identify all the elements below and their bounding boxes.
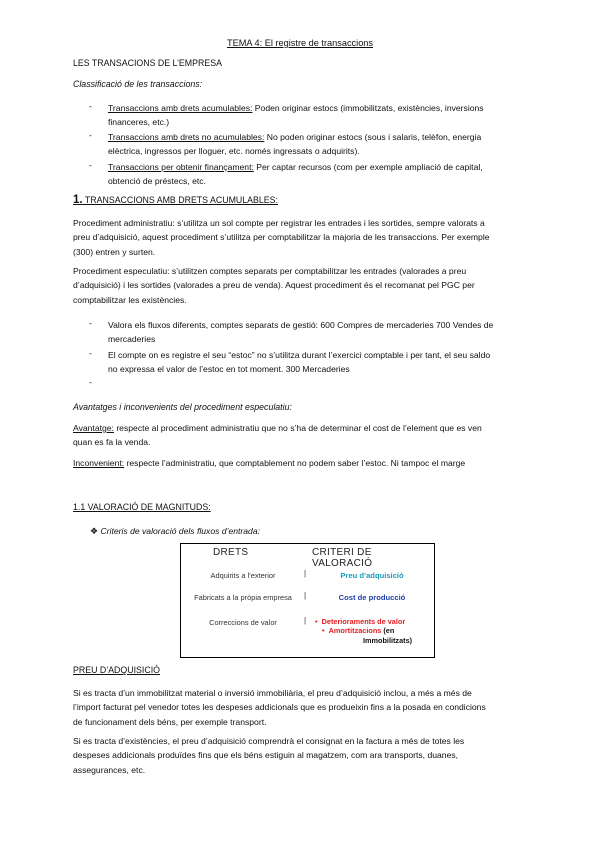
bullet-dash: - [89, 160, 92, 170]
list-item-text-cont: elèctrica, ingressos per lloguer, etc. només ingressats o adquirits). [108, 146, 360, 157]
bullet-dash-empty: - [89, 377, 92, 387]
text-line: de funcionament dels béns, per exemple transport. [73, 716, 267, 727]
page-title: TEMA 4: El registre de transaccions [226, 38, 374, 48]
table-cell-left: Correccions de valor [209, 618, 277, 627]
valuation-table [180, 543, 435, 658]
inconvenient-label: Inconvenient: [73, 458, 125, 468]
cell-separator: | [304, 569, 307, 578]
text-line: despeses addicionals produïdes fins que els béns estiguin al magatzem, com ara transports, duanes, [73, 750, 459, 761]
advantages-heading: Avantatges i inconvenients del procediment especulatiu: [73, 402, 292, 412]
advantage-label: Avantatge: [73, 423, 114, 433]
text-line: (300) entren y surten. [73, 246, 156, 257]
cell-separator: | [304, 616, 307, 625]
list-item-text-cont: financeres, etc.) [108, 117, 170, 128]
section-heading: LES TRANSACIONS DE L’EMPRESA [73, 58, 222, 68]
preu-heading: PREU D’ADQUISICIÓ [73, 665, 161, 675]
list-item-text-cont: no expressa el valor de l’estoc en tot moment. 300 Mercaderies [108, 364, 350, 375]
list-item [108, 101, 526, 130]
list-item [108, 318, 526, 347]
cell-separator: | [304, 591, 307, 600]
table-cell-left: Fabricats a la pròpia empresa [194, 593, 292, 602]
text-line: Si es tracta d’existències, el preu d’adquisició comprendrà el consignat en la factura a més de totes les [73, 736, 465, 746]
list-item-term: Transaccions per obtenir finançament: [108, 162, 254, 172]
table-header-left: DRETS [213, 547, 249, 558]
diamond-bullet-icon: ❖ [90, 526, 99, 536]
list-item-term: Transaccions amb drets acumulables: [108, 103, 253, 113]
correction-tail: Immobilitzats) [363, 635, 413, 645]
bullet-dash: - [89, 130, 92, 140]
text-line: quan es fa la venda. [73, 437, 151, 448]
preu-paragraph-1 [73, 686, 525, 729]
text-line: d’adquisició) i les sortides (valorades a preu de venda). Aquest procediment és el recomanat pel PGC per [73, 280, 475, 291]
table-cell-right-corrections [315, 617, 412, 645]
correction-suffix: (en [381, 626, 395, 636]
list-item-text-cont: mercaderies [108, 334, 156, 345]
table-cell-right-cost: Cost de producció [338, 593, 406, 602]
list-item [108, 130, 526, 159]
table-cell-right-preu: Preu d’adquisició [340, 571, 404, 580]
criteria-heading [90, 526, 260, 537]
list-item-text: El compte on es registre el seu “estoc” no s’utilitza durant l’exercici comptable i per tant, el seu saldo [108, 350, 491, 360]
text-line: assegurances, etc. [73, 764, 146, 775]
list-item-text: Valora els fluxos diferents, comptes separats de gestió: 600 Compres de mercaderies 700 Vendes de [108, 320, 494, 330]
text-line: respecte l’administratiu, que comptablement no podem saber l’estoc. Ni tampoc el marge [124, 458, 466, 468]
bullet-dash: - [89, 348, 92, 358]
list-item-term: Transaccions amb drets no acumulables: [108, 132, 265, 142]
correction-text: Amortitzacions [328, 626, 382, 636]
criteria-heading-text: Criteris de valoració dels fluxos d’entrada: [100, 526, 261, 536]
list-item-text: No poden originar estocs (sous i salaris, telèfon, energia [264, 132, 482, 142]
advantage-paragraph [73, 421, 525, 450]
table-header-right: CRITERI DE VALORACIÓ [312, 547, 373, 569]
text-line: Procediment administratiu: s’utilitza un sol compte per registrar les entrades i les sortides, sempre valorats a [73, 218, 485, 228]
correction-text: Deterioraments de valor [321, 617, 406, 626]
list-item [108, 160, 526, 189]
text-line: respecte al procediment administratiu que no s’ha de determinar el cost de l’element que es ven [113, 423, 482, 433]
table-cell-left: Adquirits a l’exterior [210, 571, 276, 580]
text-line: comptabilitzar les existències. [73, 294, 187, 305]
red-bullet-icon: • [322, 626, 325, 636]
inconvenient-paragraph [73, 456, 525, 470]
bullet-dash: - [89, 318, 92, 328]
text-line: Procediment especulatiu: s’utilitzen comptes separats per comptabilitzar les entrades (valorades a preu [73, 266, 467, 276]
text-line: Si es tracta d’un immobilitzat material o inversió immobiliària, el preu d’adquisició inclou, a més a més de [73, 688, 472, 698]
section-1-heading [73, 194, 278, 206]
correction-item [315, 617, 412, 626]
section-1-1-heading: 1.1 VALORACIÓ DE MAGNITUDS: [73, 502, 211, 512]
text-line: l’import facturat pel venedor totes les despeses addicionals que es produeixin fins a la posada en condicions [73, 702, 486, 713]
spec-paragraph [73, 264, 525, 307]
bullet-dash: - [89, 101, 92, 111]
preu-paragraph-2 [73, 734, 525, 777]
list-item-text-cont: obtenció de préstecs, etc. [108, 176, 206, 187]
list-item-text: Per captar recursos (com per exemple ampliació de capital, [253, 162, 483, 172]
text-line: preu d’adquisició, aquest procediment s’utilitza per comptabilitzar la majoria de les transaccions. Per exemple [73, 232, 490, 243]
classification-heading: Classificació de les transaccions: [73, 79, 203, 89]
section-1-title: TRANSACCIONS AMB DRETS ACUMULABLES: [82, 195, 278, 205]
red-bullet-icon: • [315, 617, 318, 626]
admin-paragraph [73, 216, 525, 259]
correction-item [315, 626, 412, 635]
list-item [108, 348, 526, 377]
section-1-number: 1. [73, 194, 83, 206]
list-item-text: Poden originar estocs (immobilitzats, existències, inversions [252, 103, 484, 113]
